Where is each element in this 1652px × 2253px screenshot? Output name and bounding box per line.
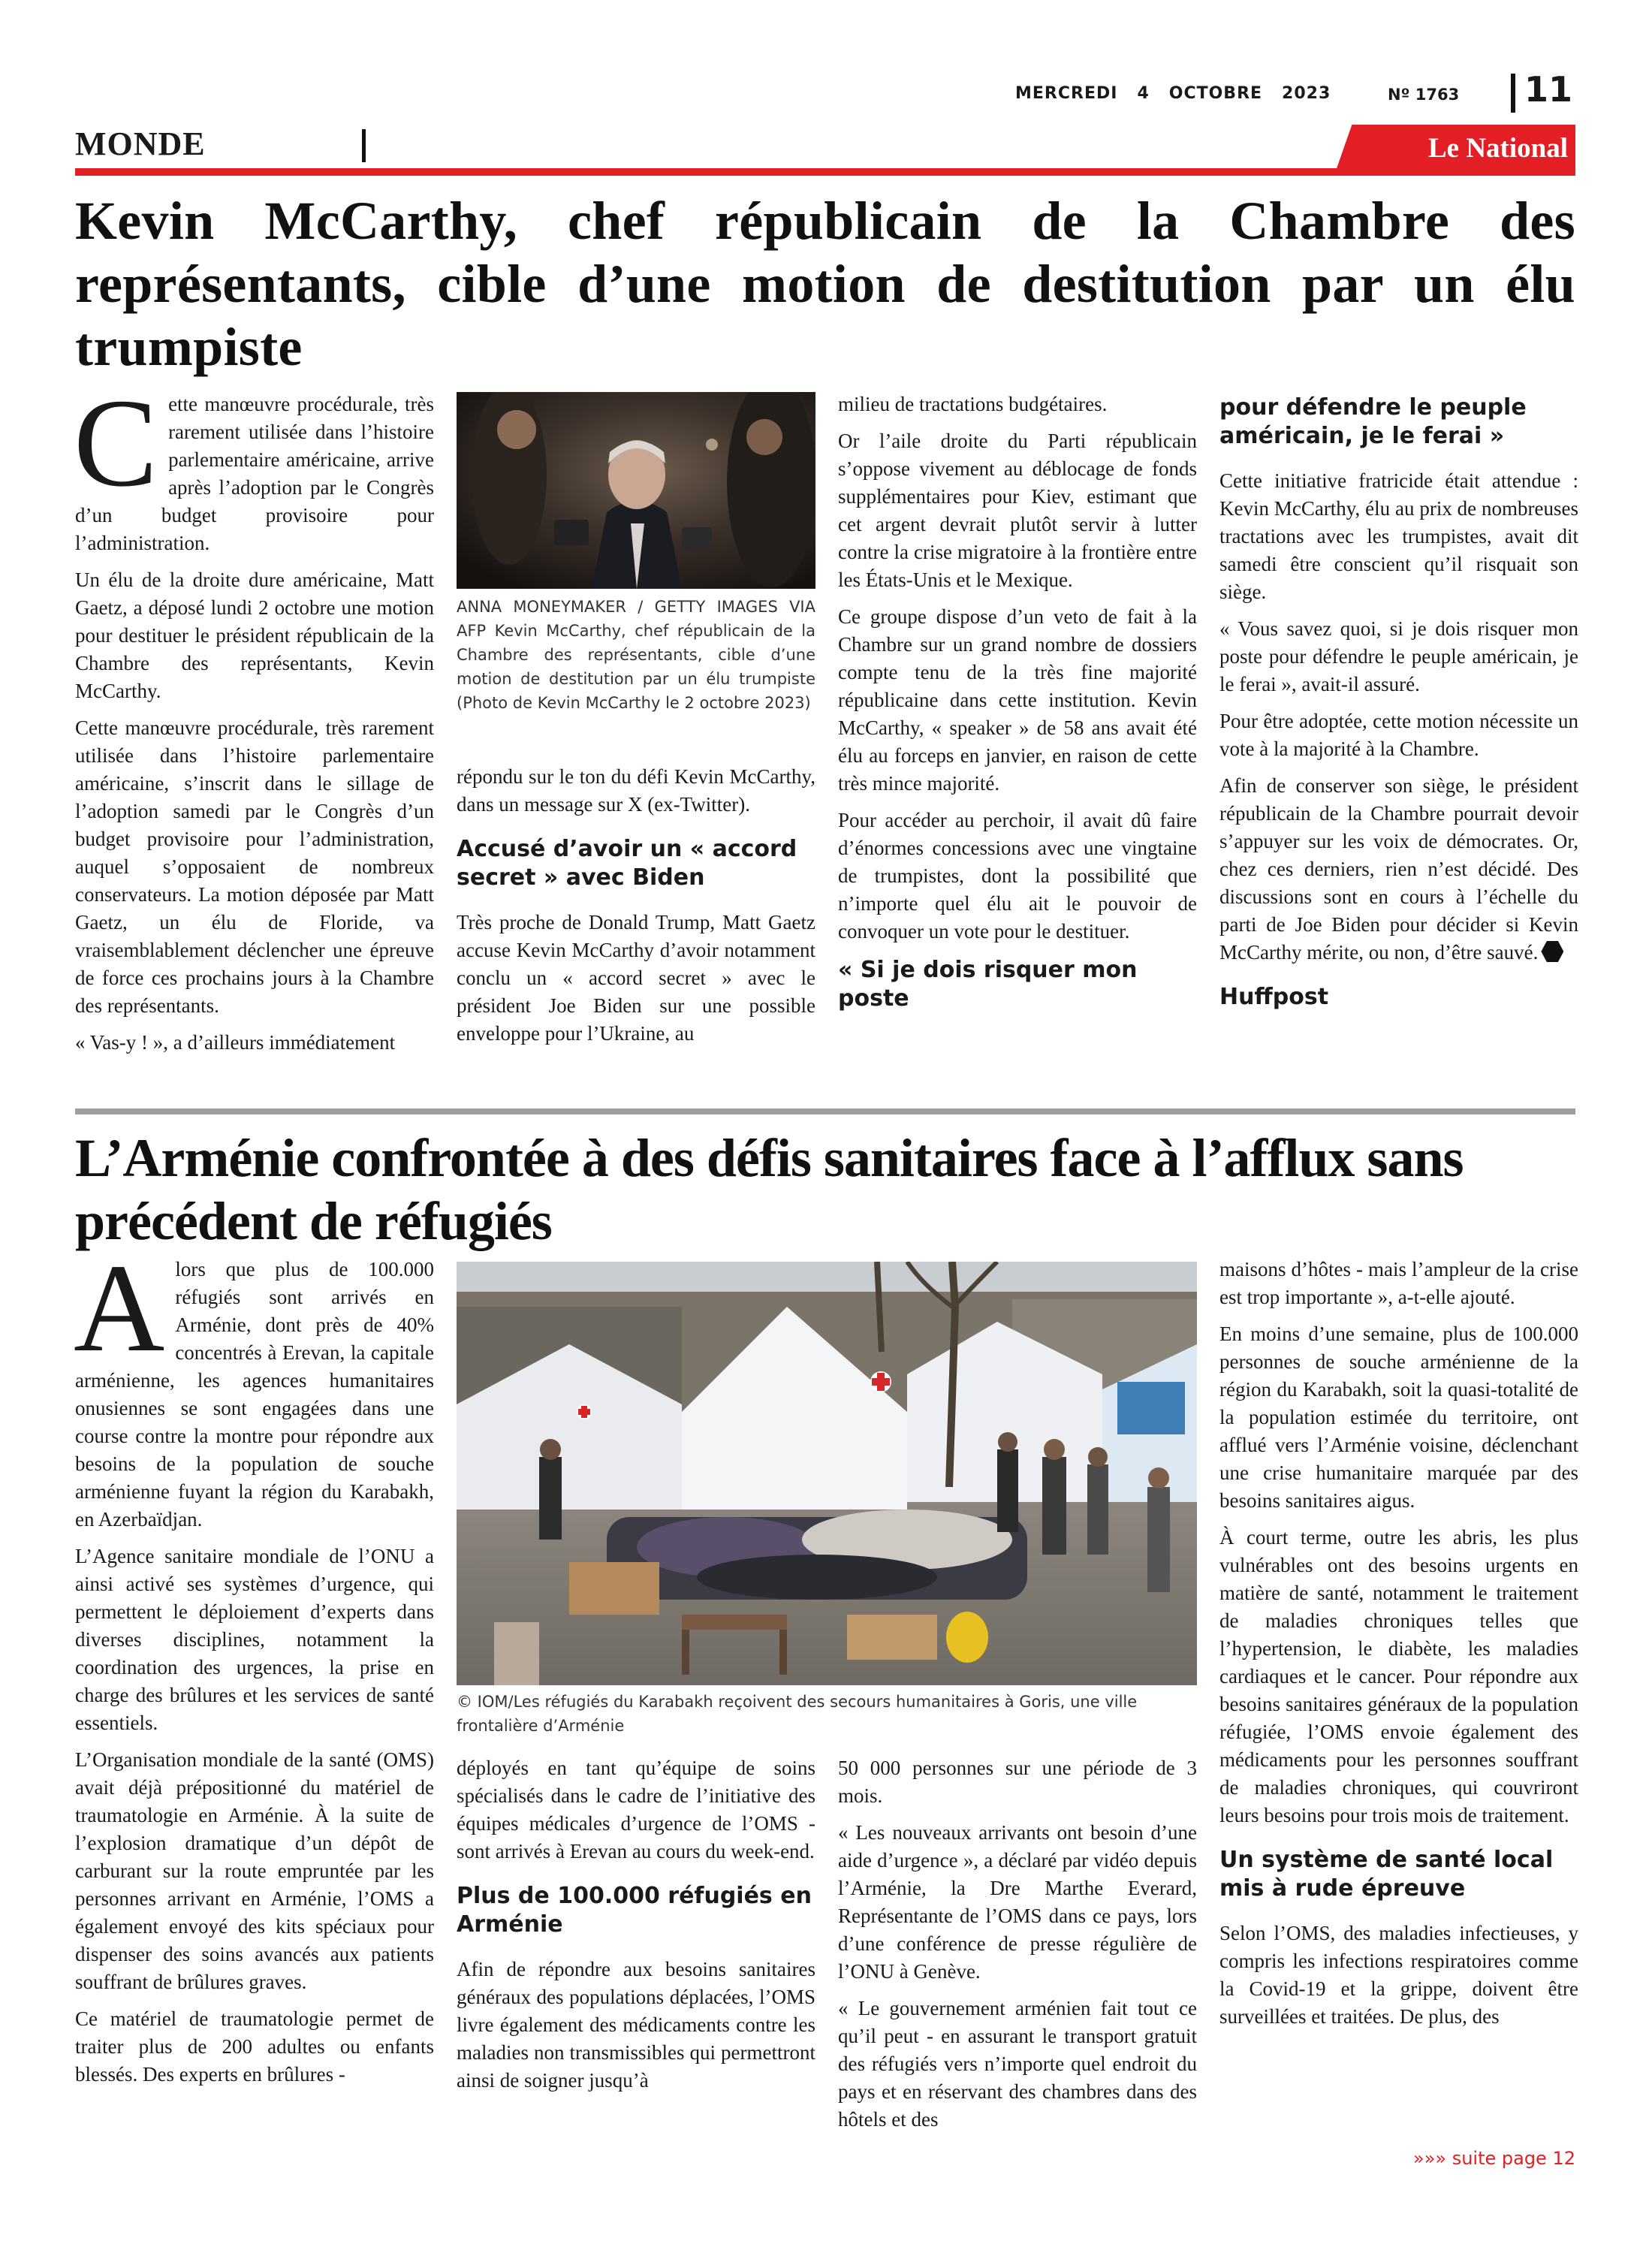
article1-subheading-quote-cont: pour défendre le peuple américain, je le ferai » — [1219, 394, 1527, 449]
paragraph: Pour accéder au perchoir, il avait dû faire d’énormes concessions avec une vingtaine de trumpistes, dont la possibilité que n’importe quel élu ait le pouvoir de convoquer un vote pour le destituer. — [838, 809, 1197, 943]
refugees-photo — [457, 1262, 1197, 1685]
date-day: 4 — [1137, 84, 1150, 103]
paragraph: Un élu de la droite dure américaine, Matt Gaetz, a déposé lundi 2 octobre une motion pour destituer le président républicain de la Chambre des représentants, Kevin McCarthy. — [75, 569, 434, 702]
page-number: 11 — [1524, 69, 1573, 110]
article1-dropcap: C — [74, 373, 158, 513]
article1-source: Huffpost — [1219, 984, 1329, 1010]
paragraph: L’Agence sanitaire mondiale de l’ONU a ainsi activé ses systèmes d’urgence, qui permettent le déploiement d’experts dans diverses disciplines, notamment la coordination des urgences, la prise en charge des brûlures et les services de santé essentiels. — [75, 1545, 434, 1734]
paragraph: Or l’aile droite du Parti républicain s’oppose vivement au déblocage de fonds supplémentaires pour Kiev, estimant que cet argent devrait plutôt servir à lutter contre la crise migratoire à la frontière entre les États-Unis et le Mexique. — [838, 430, 1197, 591]
paragraph: Selon l’OMS, des maladies infectieuses, y compris les infections respiratoires comme la Covid-19 et la grippe, doivent être surveillées et traitées. De plus, des — [1219, 1922, 1578, 2028]
paragraph: Cette manœuvre procédurale, très rarement utilisée dans l’histoire parlementaire américaine, s’inscrit dans le sillage de l’adoption samedi par le Congrès d’un budget provisoire pour l’administration, auquel s’opposaient de nombreux conservateurs. La motion déposée par Matt Gaetz, un élu de Floride, va vraisemblablement déclencher une épreuve de force ces prochains jours à la Chambre des représentants. — [75, 716, 434, 1017]
mccarthy-photo — [457, 392, 815, 589]
article2-subheading: Plus de 100.000 réfugiés en Arménie — [457, 1883, 812, 1938]
article2-headline: L’Arménie confrontée à des défis sanitaires face à l’afflux sans précédent de réfugiés — [75, 1128, 1464, 1251]
article1-headline: Kevin McCarthy, chef républicain de la Chambre des représentants, cible d’une motion de destitution par un élu trumpiste — [75, 191, 1575, 377]
date-year: 2023 — [1282, 84, 1331, 103]
end-of-article-icon — [1541, 941, 1563, 962]
paragraph: Ce groupe dispose d’un veto de fait à la Chambre sur un grand nombre de dossiers compte tenu de la très fine majorité républicaine dans cette institution. Kevin McCarthy, « speaker » de 58 ans avait été élu au forceps en janvier, en raison de cette très mince majorité. — [838, 605, 1197, 795]
paragraph: « Les nouveaux arrivants ont besoin d’une aide d’urgence », a déclaré par vidéo depuis l’Arménie, la Dre Marthe Everard, Représentante de l’OMS dans ce pays, lors d’une conférence de presse régulière de l’ONU à Genève. — [838, 1821, 1197, 1983]
issue-date — [1015, 84, 1350, 103]
issue-number: Nº 1763 — [1388, 86, 1460, 104]
brand-name: Le National — [1427, 133, 1568, 164]
header-rule — [75, 168, 1575, 176]
article2-photo-caption: © IOM/Les réfugiés du Karabakh reçoivent des secours humanitaires à Goris, une ville frontalière d’Arménie — [457, 1693, 1138, 1735]
date-month: OCTOBRE — [1168, 84, 1263, 103]
article2-dropcap: A — [74, 1238, 165, 1378]
paragraph: milieu de tractations budgétaires. — [838, 393, 1108, 415]
paragraph: ette manœuvre procédurale, très rarement utilisée dans l’histoire parlementaire américaine, arrive après l’adoption par le Congrès d’un budget provisoire pour l’administration. — [75, 393, 434, 554]
paragraph: 50 000 personnes sur une période de 3 mois. — [838, 1757, 1197, 1807]
article1-column-3 — [838, 391, 1197, 1030]
article1-subheading: Accusé d’avoir un « accord secret » avec Biden — [457, 836, 797, 891]
section-label: MONDE — [75, 125, 206, 162]
article-divider — [75, 1108, 1575, 1114]
paragraph: Cette initiative fratricide était attendue : Kevin McCarthy, élu au prix de nombreuses tractations avec les trumpistes, avait dit samedi être conscient qu’il risquait son siège. — [1219, 469, 1578, 603]
article1-subheading-quote: « Si je dois risquer mon poste — [838, 957, 1138, 1012]
date-weekday: MERCREDI — [1015, 84, 1118, 103]
article1-column-2 — [457, 763, 815, 1057]
paragraph: déployés en tant qu’équipe de soins spécialisés dans le cadre de l’initiative des équipes médicales d’urgence de l’OMS - sont arrivés à Erevan au cours du week-end. — [457, 1757, 815, 1862]
article2-column-2 — [457, 1754, 815, 2104]
article1-column-4 — [1219, 394, 1578, 1028]
paragraph: En moins d’une semaine, plus de 100.000 personnes de souche arménienne de la région du Karabakh, soit la quasi-totalité de la population estimée du territoire, ont afflué vers l’Arménie voisine, déclenchant une crise humanitaire marquée par des besoins sanitaires aigus. — [1219, 1323, 1578, 1512]
paragraph: répondu sur le ton du défi Kevin McCarthy, dans un message sur X (ex-Twitter). — [457, 765, 815, 816]
paragraph: Afin de conserver son siège, le président républicain de la Chambre pourrait devoir s’appuyer sur les voix de démocrates. Or, chez ces derniers, rien n’est décidé. Des discussions sont en cours à l’échelle du parti de Joe Biden pour décider si Kevin McCarthy mérite, ou non, d’être sauvé. — [1219, 774, 1578, 964]
paragraph: « Vas-y ! », a d’ailleurs immédiatement — [75, 1031, 396, 1054]
paragraph: Pour être adoptée, cette motion nécessite un vote à la majorité à la Chambre. — [1219, 710, 1578, 760]
section-divider — [362, 129, 366, 162]
article2-column-1 — [74, 1238, 434, 2098]
paragraph: Ce matériel de traumatologie permet de traiter plus de 200 adultes ou enfants blessés. Des experts en brûlures - — [75, 2007, 434, 2086]
paragraph: À court terme, outre les abris, les plus vulnérables ont des besoins urgents en matière de santé, notamment le traitement de maladies chroniques telles que l’hypertension, le diabète, les maladies cardiaques et le cancer. Pour répondre aux besoins sanitaires généraux de la population réfugiée, l’OMS envoie également des médicaments pour les personnes souffrant de maladies chroniques, qui couvriront leurs besoins pour trois mois de traitement. — [1219, 1526, 1578, 1826]
article1-column-1 — [74, 373, 434, 1066]
article2-column-4 — [1219, 1256, 1578, 2040]
paragraph: Afin de répondre aux besoins sanitaires généraux des populations déplacées, l’OMS livre également des médicaments contre les maladies non transmissibles qui permettront ainsi de soigner jusqu’à — [457, 1958, 815, 2092]
article2-subheading-health: Un système de santé local mis à rude épreuve — [1219, 1847, 1554, 1902]
paragraph: « Le gouvernement arménien fait tout ce qu’il peut - en assurant le transport gratuit des réfugiés vers n’importe quel endroit du pays et en réservant des chambres dans des hôtels et des — [838, 1997, 1197, 2131]
article1-photo-caption: ANNA MONEYMAKER / GETTY IMAGES VIA AFP Kevin McCarthy, chef républicain de la Chambre des représentants, cible d’une motion de destitution par un élu trumpiste (Photo de Kevin McCarthy le 2 octobre 2023) — [457, 598, 815, 712]
continued-link[interactable]: »»» suite page 12 — [1413, 2148, 1575, 2169]
article2-column-3 — [838, 1754, 1197, 2143]
paragraph: lors que plus de 100.000 réfugiés sont arrivés en Arménie, dont près de 40% concentrés à Erevan, la capitale arménienne, les agences humanitaires onusiennes se sont engagées dans une course contre la montre pour répondre aux besoins de la population de souche arménienne fuyant la région du Karabakh, en Azerbaïdjan. — [75, 1258, 434, 1531]
paragraph: Très proche de Donald Trump, Matt Gaetz accuse Kevin McCarthy d’avoir notamment conclu un « accord secret » avec le président Joe Biden sur une possible enveloppe pour l’Ukraine, au — [457, 911, 815, 1045]
paragraph: « Vous savez quoi, si je dois risquer mon poste pour défendre le peuple américain, je le ferai », avait-il assuré. — [1219, 617, 1578, 695]
paragraph: maisons d’hôtes - mais l’ampleur de la crise est trop importante », a-t-elle ajouté. — [1219, 1258, 1578, 1308]
page-number-divider — [1511, 74, 1515, 113]
paragraph: L’Organisation mondiale de la santé (OMS) avait déjà prépositionné du matériel de traumatologie en Arménie. À la suite de l’explosion dramatique d’un dépôt de carburant sur la route empruntée par les personnes arrivant en Arménie, l’OMS a également envoyé des kits spéciaux pour dispenser des soins avancés aux patients souffrant de brûlures graves. — [75, 1748, 434, 1993]
